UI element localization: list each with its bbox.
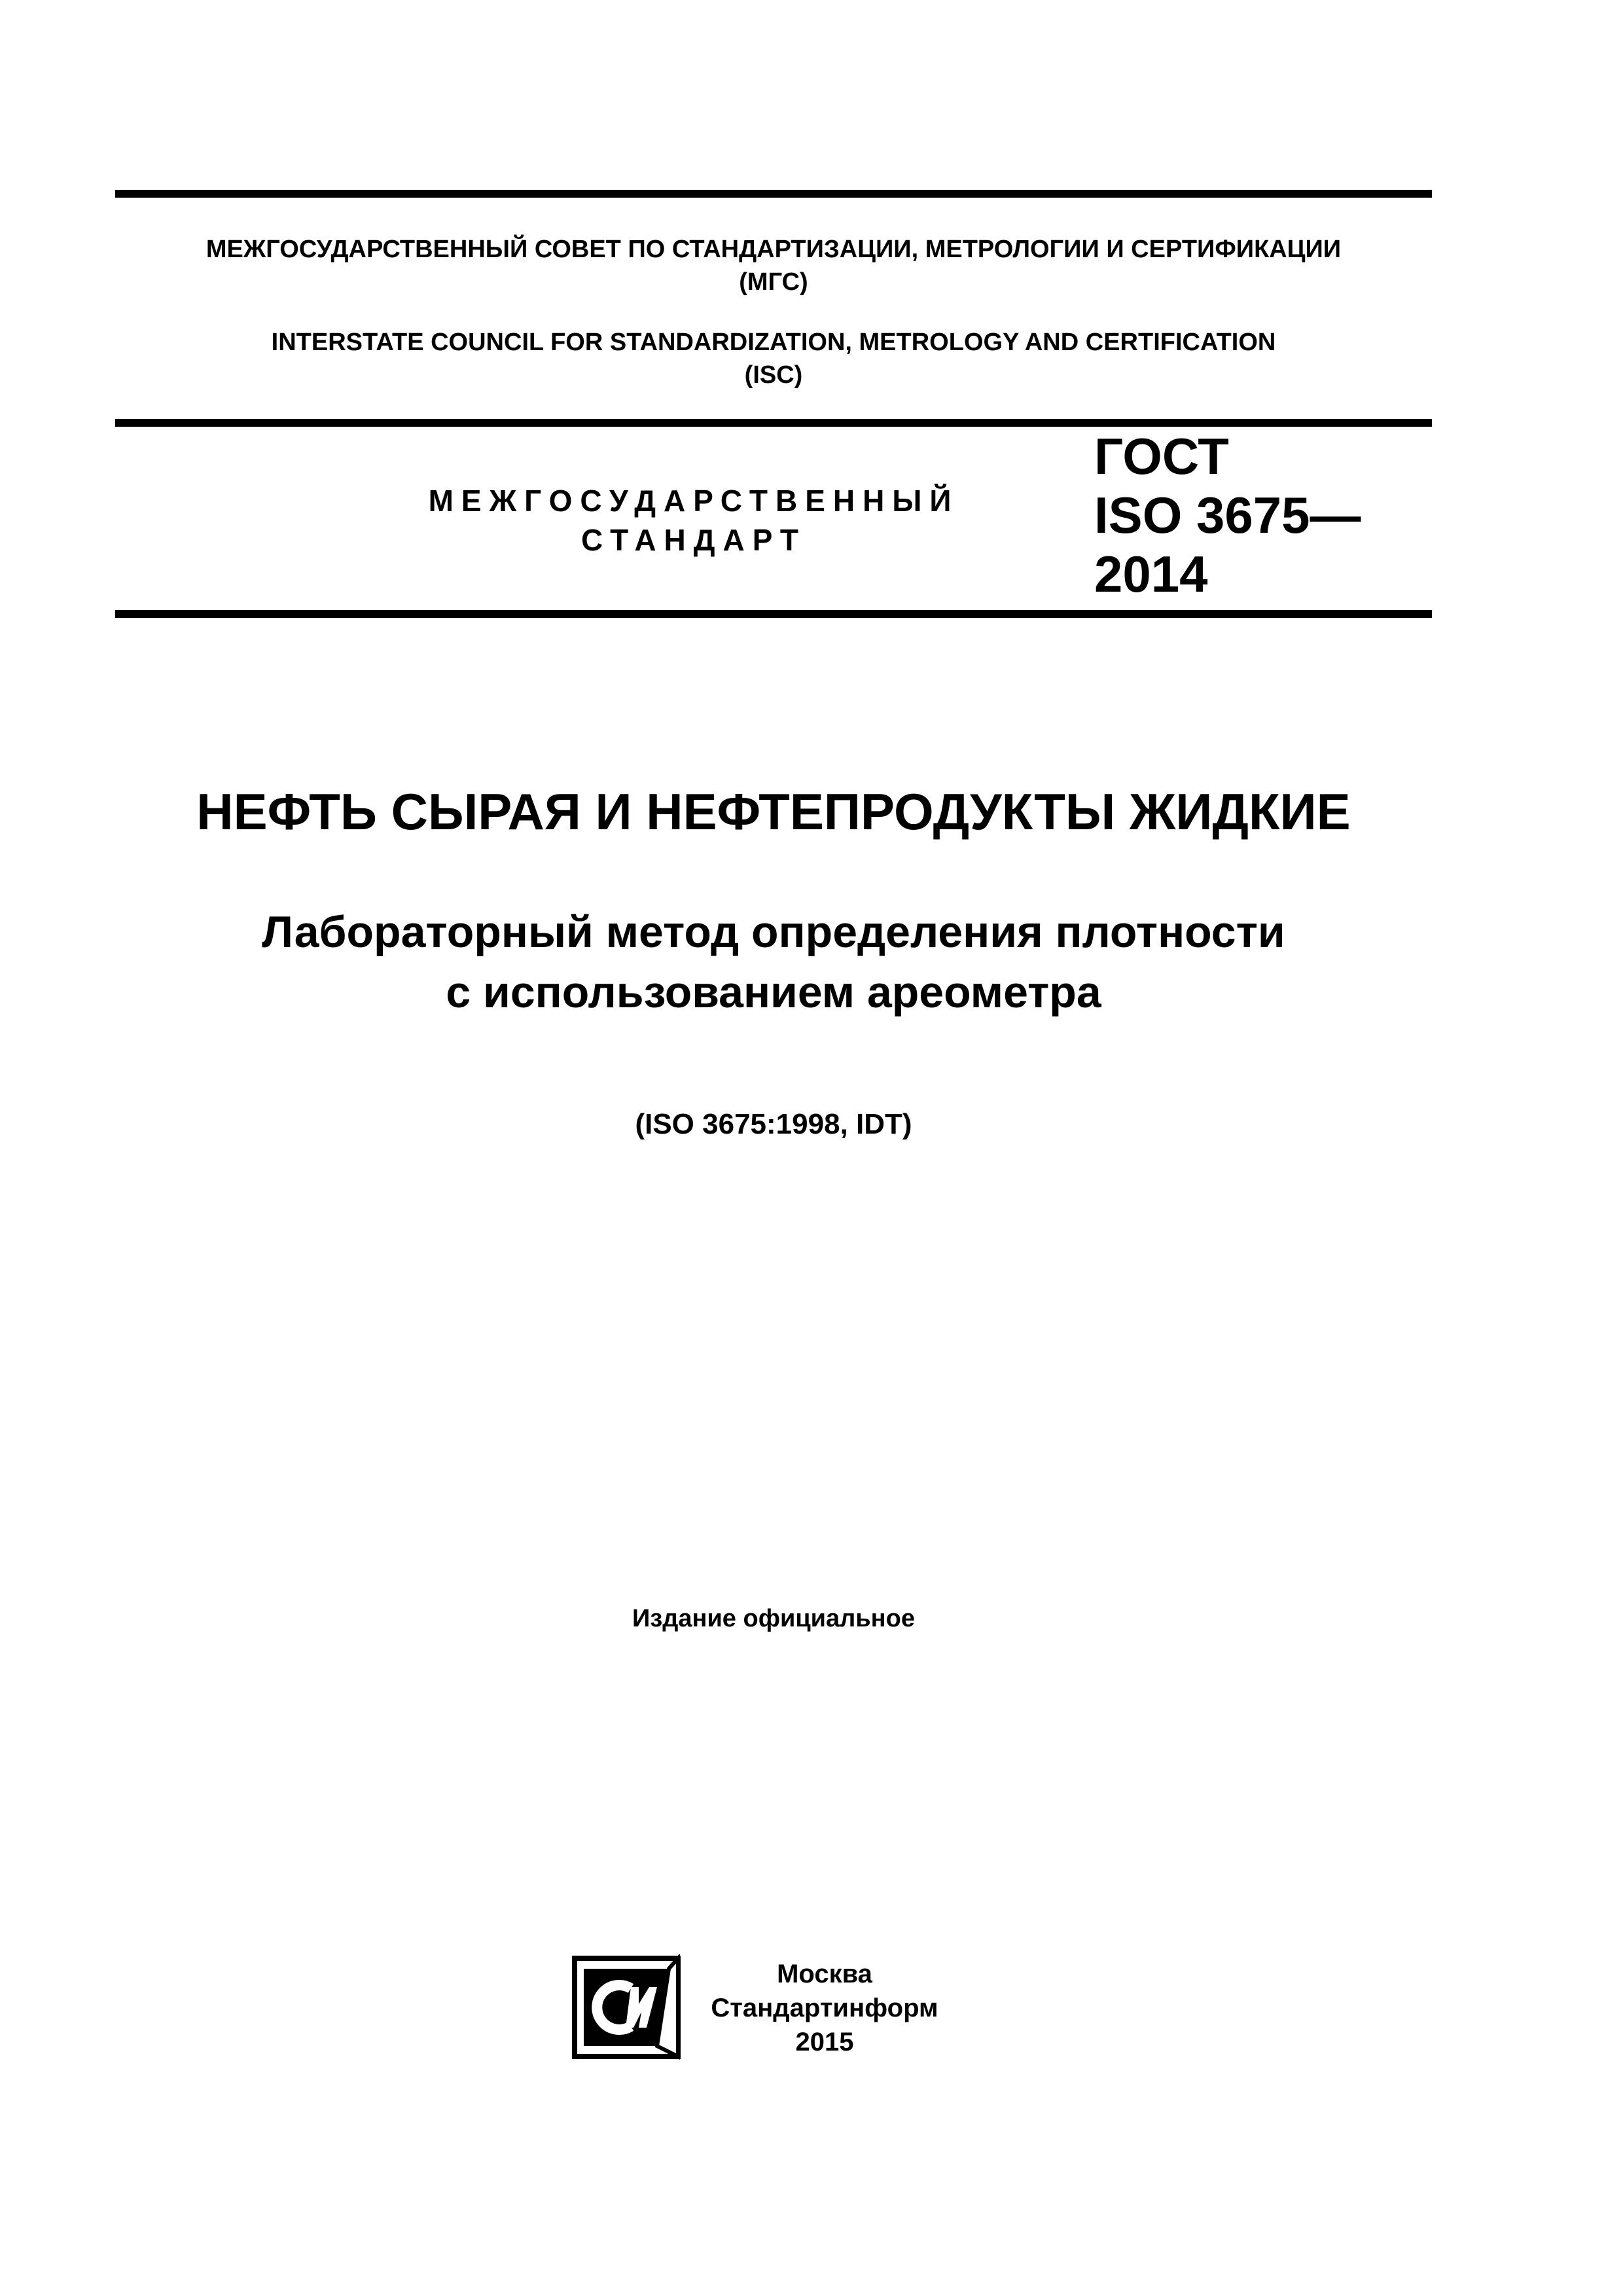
document-title: НЕФТЬ СЫРАЯ И НЕФТЕПРОДУКТЫ ЖИДКИЕ <box>196 783 1351 840</box>
council-en-name: INTERSTATE COUNCIL FOR STANDARDIZATION, METROLOGY AND CERTIFICATION <box>271 329 1276 356</box>
council-ru-name: МЕЖГОСУДАРСТВЕННЫЙ СОВЕТ ПО СТАНДАРТИЗАЦИИ, МЕТРОЛОГИИ И СЕРТИФИКАЦИИ <box>205 236 1342 263</box>
subtitle-line1: Лабораторный метод определения плотности <box>262 907 1285 957</box>
edition-note: Издание официальное <box>632 1605 915 1632</box>
publisher-block <box>694 1957 955 2059</box>
gost-code-line3: 2014 <box>1094 545 1208 603</box>
council-ru <box>115 233 1432 298</box>
standartinform-logo-icon <box>571 1954 682 2060</box>
subtitle-line2: с использованием ареометра <box>446 967 1101 1017</box>
standard-type-line2: СТАНДАРТ <box>581 523 806 557</box>
publisher-name: Стандартинформ <box>711 1994 938 2022</box>
standard-top-rule <box>115 419 1432 427</box>
iso-reference: (ISO 3675:1998, IDT) <box>635 1108 912 1140</box>
council-ru-abbr: (МГС) <box>739 268 808 296</box>
standard-type-line1: МЕЖГОСУДАРСТВЕННЫЙ <box>428 484 959 518</box>
gost-code <box>1094 427 1435 603</box>
top-rule <box>115 190 1432 198</box>
council-en-abbr: (ISC) <box>744 361 803 389</box>
council-en <box>115 326 1432 391</box>
standard-type <box>366 481 1021 560</box>
gost-code-line2: ISO 3675— <box>1094 486 1361 544</box>
gost-code-line1: ГОСТ <box>1094 427 1229 485</box>
publisher-year: 2015 <box>795 2028 854 2056</box>
document-subtitle <box>115 902 1432 1022</box>
standard-bottom-rule <box>115 610 1432 618</box>
publisher-city: Москва <box>777 1960 872 1988</box>
